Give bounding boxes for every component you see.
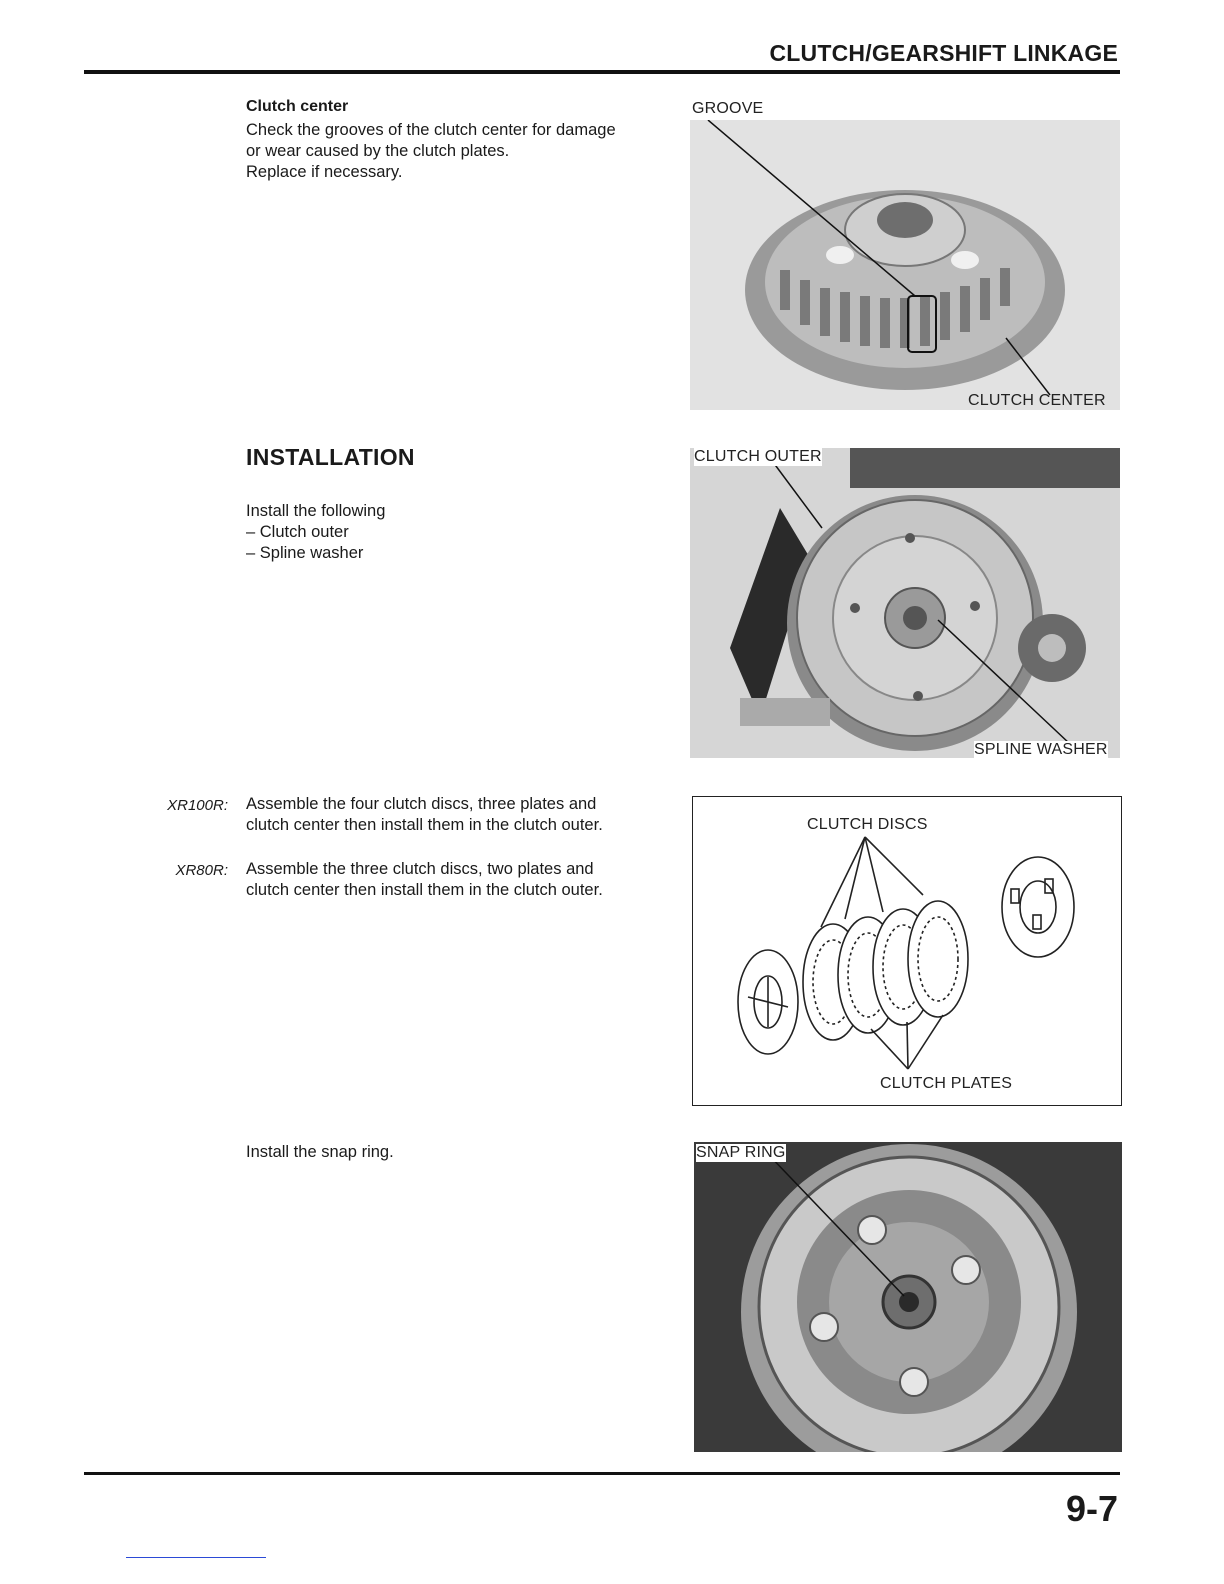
text-line: Assemble the three clutch discs, two plates and: [246, 860, 594, 878]
xr80r-text: [246, 859, 603, 901]
clutch-center-label: CLUTCH CENTER: [968, 392, 1106, 409]
clutch-outer-photo: [690, 448, 1120, 758]
text-line: clutch center then install them in the clutch outer.: [246, 881, 603, 899]
spline-washer-label: SPLINE WASHER: [974, 741, 1108, 758]
footer-rule: [84, 1472, 1120, 1475]
snap-ring-text: Install the snap ring.: [246, 1143, 394, 1161]
text-line: Replace if necessary.: [246, 163, 403, 181]
installation-heading: INSTALLATION: [246, 444, 415, 470]
page-header-title: CLUTCH/GEARSHIFT LINKAGE: [769, 40, 1118, 66]
clutch-plates-label: CLUTCH PLATES: [880, 1075, 1013, 1092]
model-xr100r: XR100R:: [167, 797, 228, 814]
clutch-discs-label: CLUTCH DISCS: [807, 816, 928, 833]
model-xr80r: XR80R:: [175, 862, 228, 879]
text-line: Install the following: [246, 502, 386, 520]
clutch-center-photo: [690, 120, 1120, 410]
snap-ring-label: SNAP RING: [696, 1144, 786, 1161]
snap-ring-photo: [694, 1142, 1122, 1452]
text-line: clutch center then install them in the clutch outer.: [246, 816, 603, 834]
header-rule: [84, 70, 1120, 74]
text-line: or wear caused by the clutch plates.: [246, 142, 510, 160]
clutch-center-text: [246, 120, 616, 183]
clutch-center-heading: Clutch center: [246, 98, 349, 115]
xr100r-text: [246, 794, 603, 836]
text-line: – Clutch outer: [246, 523, 349, 541]
groove-label: GROOVE: [692, 100, 764, 117]
link-underline: [126, 1557, 266, 1558]
text-line: – Spline washer: [246, 544, 364, 562]
installation-text: [246, 501, 385, 564]
clutch-assembly-figure: [692, 796, 1122, 1106]
clutch-outer-label: CLUTCH OUTER: [694, 448, 822, 465]
text-line: Assemble the four clutch discs, three plates and: [246, 795, 597, 813]
text-line: Check the grooves of the clutch center for damage: [246, 121, 616, 139]
page-number: 9-7: [1065, 1488, 1118, 1529]
